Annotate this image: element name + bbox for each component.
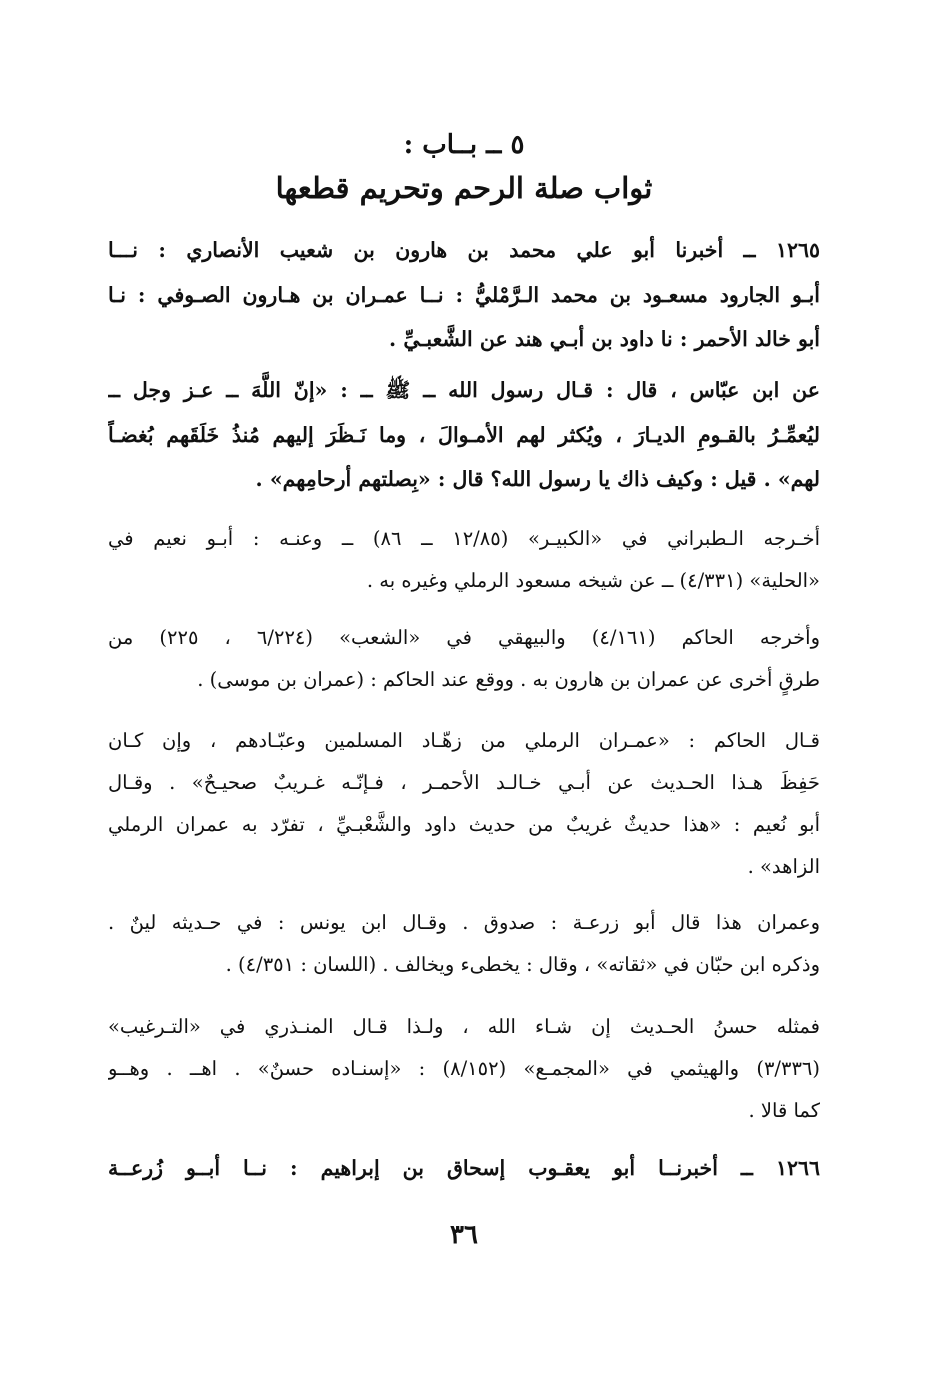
hadith-1266-isnad bbox=[108, 1146, 820, 1191]
text-line: فمثله حسنُ الحـديث إن شـاء الله ، ولـذا قـال المنـذري في «التـرغيب» bbox=[108, 1015, 820, 1038]
book-page bbox=[108, 0, 820, 1373]
text-line: وأخرجه الحاكم (٤/١٦١) والبيهقي في «الشعب» (٦/٢٢٤ ، ٢٢٥) من bbox=[108, 626, 820, 649]
hadith-1265-isnad bbox=[108, 228, 820, 362]
text-line: ١٢٦٦ ــ أخبرنــا أبو يعقـوب إسحاق بن إبراهيم : نــا أبــو زُرعــة bbox=[108, 1156, 820, 1180]
text-line: أبـو الجارود مسعـود بن محمد الـرَّمْليُّ : نــا عمـران بن هـارون الصـوفي : نـا bbox=[108, 282, 820, 307]
takhrij-tabarani bbox=[108, 518, 820, 602]
text-line: كما قالا . bbox=[748, 1099, 820, 1122]
hadith-1265-matn bbox=[108, 368, 820, 502]
text-line: أبو خالد الأحمر : نا داود بن أبـي هند عن الشَّعبـيِّ . bbox=[389, 327, 820, 351]
chapter-title: ثواب صلة الرحم وتحريم قطعها bbox=[275, 171, 653, 205]
hakim-statement bbox=[108, 720, 820, 888]
text-line: لهم» . قيل : وكيف ذاك يا رسول الله؟ قال : «بِصلتهم أرحامِهم» . bbox=[255, 467, 820, 491]
text-line: أبو نُعيم : «هذا حديثٌ غريبٌ من حديث داود والشَّعْبـيِّ ، تفرّد به عمران الرملي bbox=[108, 813, 820, 836]
text-line: الزاهد» . bbox=[747, 855, 820, 878]
text-line: ليُعمِّـرُ بالقـومِ الديـارَ ، ويُكثر لهم الأمـوالَ ، وما نَـظَرَ إليهم مُنذُ خَلَقَهم بُغضـاً bbox=[108, 422, 820, 447]
text-line: ١٢٦٥ ــ أخبرنا أبو علي محمد بن هارون بن شعيب الأنصاري : نـــا bbox=[108, 238, 820, 262]
text-line: أخـرجه الـطبراني في «الكبيـر» (١٢/٨٥ ــ ٨٦) ــ وعنـه : أبـو نعيم في bbox=[108, 527, 820, 550]
text-line: (٣/٣٣٦) والهيثمي في «المجمـع» (٨/١٥٢) : «إسنـاده حسنٌ» . اهــ . وهــو bbox=[108, 1057, 820, 1080]
hadith-grading bbox=[108, 1006, 820, 1132]
text-line: «الحلية» (٤/٣٣١) ــ عن شيخه مسعود الرملي وغيره به . bbox=[366, 569, 820, 592]
text-line: قـال الحاكم : «عمـران الرملي من زهّـاد المسلمين وعبّـادهم ، وإن كـان bbox=[108, 729, 820, 752]
text-line: طرقٍ أخرى عن عمران بن هارون به . ووقع عند الحاكم : (عمران بن موسى) . bbox=[197, 668, 820, 691]
imran-narrator-note bbox=[108, 902, 820, 986]
text-line: وذكره ابن حبّان في «ثقاته» ، وقال : يخطىء ويخالف . (اللسان : ٤/٣٥١) . bbox=[225, 953, 820, 976]
page-number: ٣٦ bbox=[450, 1220, 478, 1250]
takhrij-hakim-bayhaqi bbox=[108, 617, 820, 701]
text-line: عن ابن عبّاس ، قال : قـال رسول الله ــ ﷺ ــ : «إنّ اللَّهَ ــ عـز وجل ــ bbox=[108, 378, 820, 402]
text-line: وعمران هذا قال أبو زرعـة : صدوق . وقـال ابن يونس : في حـديثه لينٌ . bbox=[108, 911, 820, 934]
chapter-number: ٥ ــ بــاب : bbox=[403, 130, 525, 160]
text-line: حَفِظَ هـذا الحـديث عن أبـي خـالـد الأحمـر ، فـإنّـه غـريبٌ صحيـحٌ» . وقـال bbox=[108, 771, 820, 794]
